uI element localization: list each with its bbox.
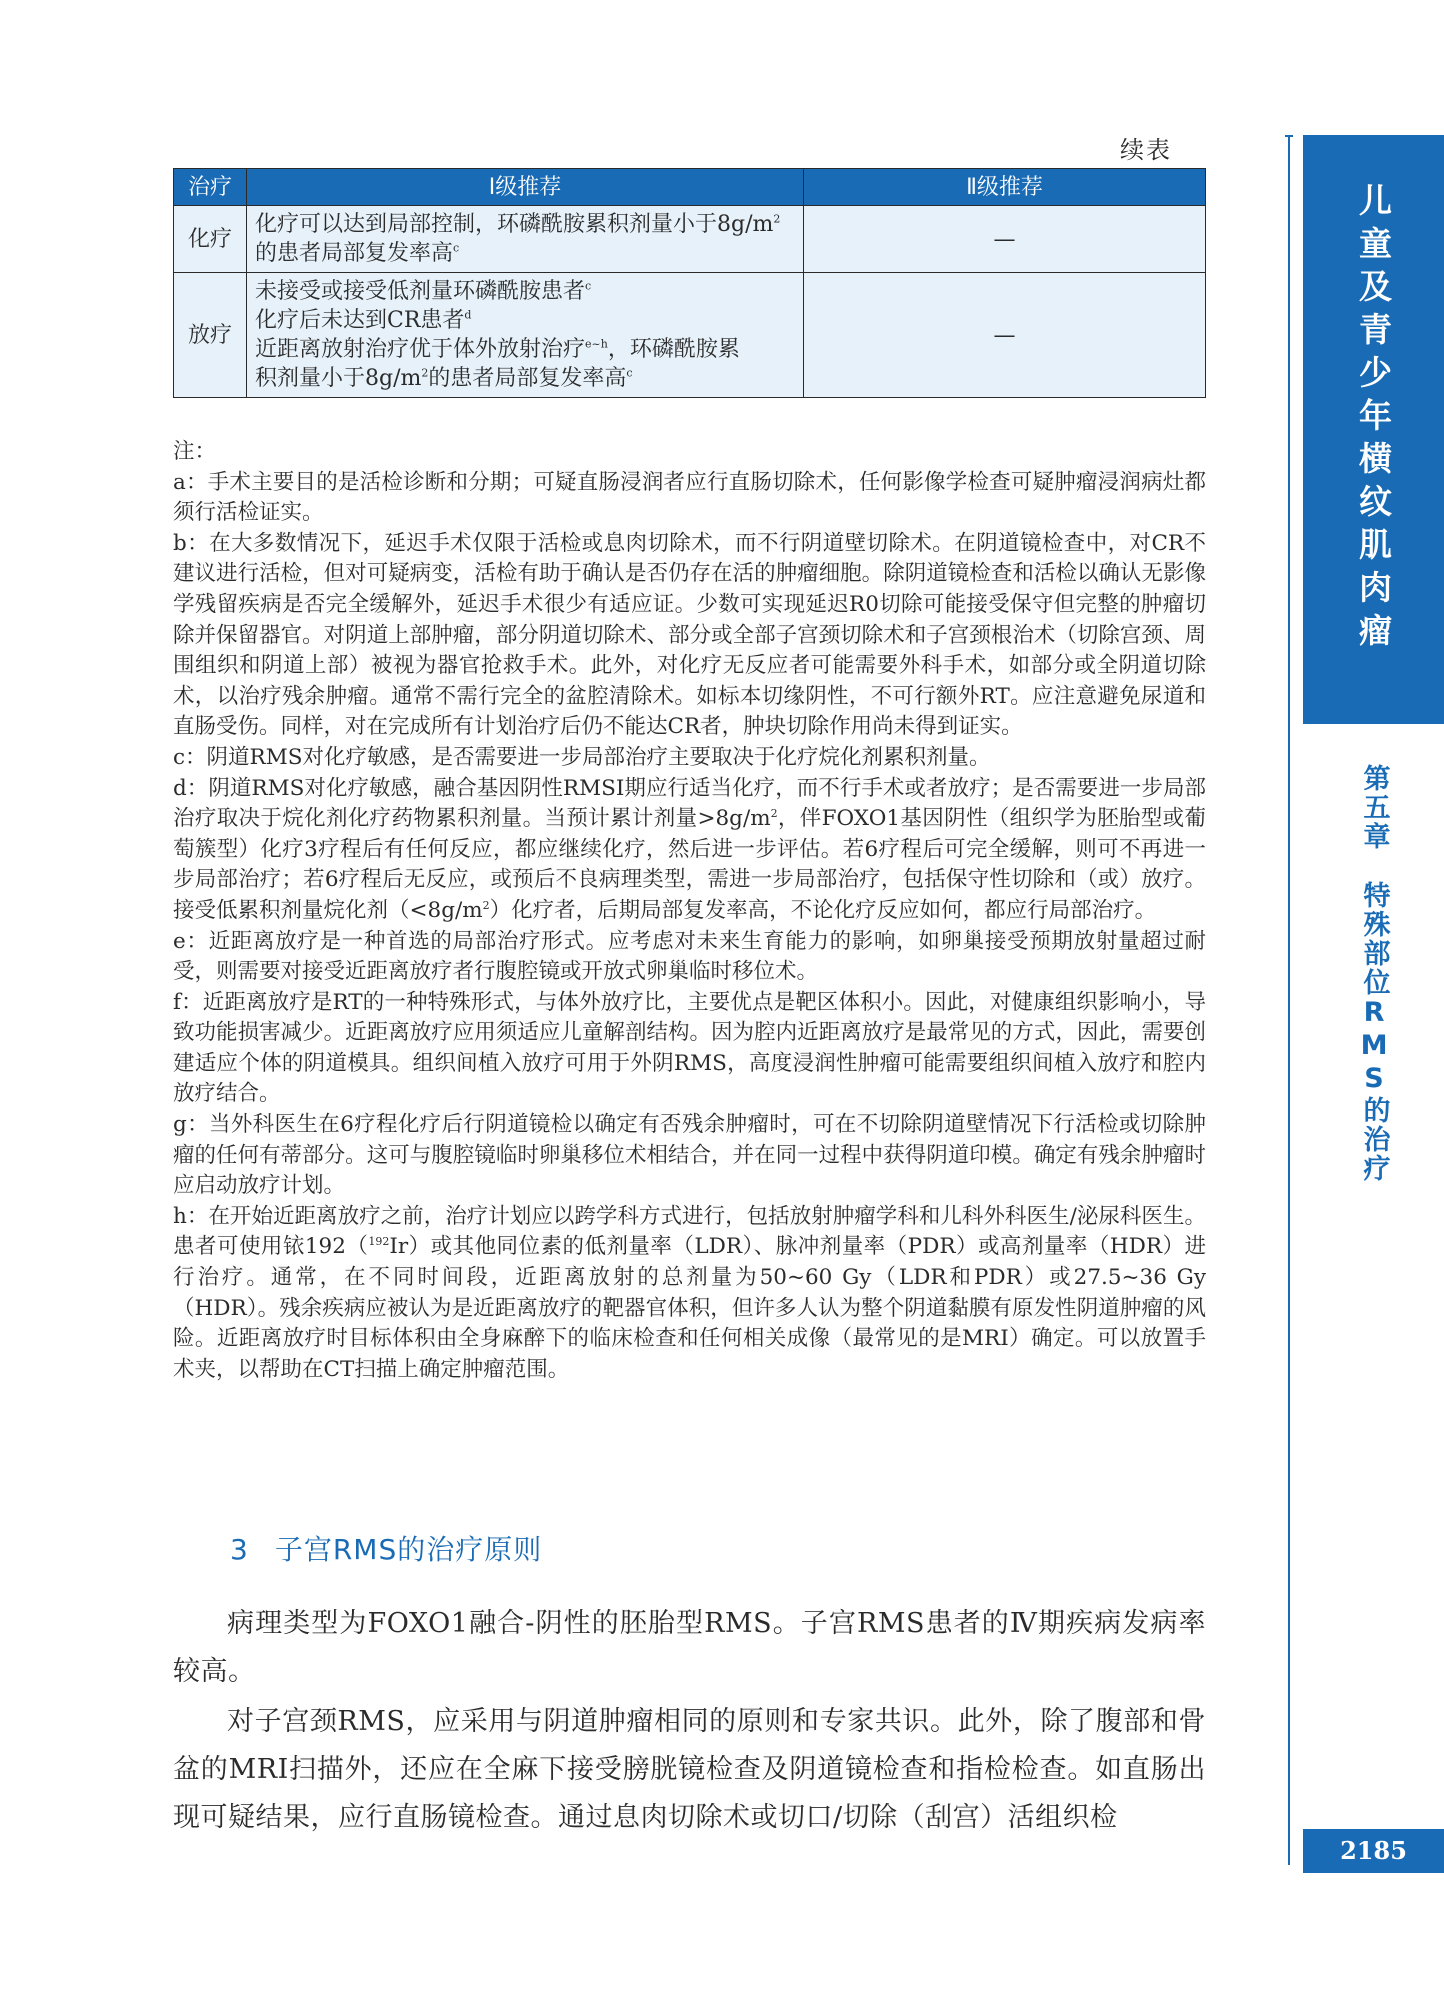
cell-line: 近距离放射治疗优于体外放射治疗$^{e\sim h}$，环磷酰胺累 — [255, 337, 740, 362]
note-d: d：阴道RMS对化疗敏感，融合基因阴性RMSⅠ期应行适当化疗，而不行手术或者放疗；是否需要进一步局部治疗取决于烷化剂化疗药物累积剂量。当预计累计剂量$>8g/m^2$，伴FOXO1基因阴性（组织学为胚胎型或葡萄簇型）化疗3疗程后有任何反应，都应继续化疗，然后进一步评估。若6疗程后可完全缓解，则可不再进一步局部治疗；若6疗程后无反应，或预后不良病理类型，需进一步局部治疗，包括保守性切除和（或）放疗。接受低累积剂量烷化剂$(<8g/m^2)$化疗者，后期局部复发率高，不论化疗反应如何，都应行局部治疗。 — [173, 775, 1206, 923]
paragraph: 对子宫颈RMS，应采用与阴道肿瘤相同的原则和专家共识。此外，除了腹部和骨盆的MRI扫描外，还应在全麻下接受膀胱镜检查及阴道镜检查和指检检查。如直肠出现可疑结果，应行直肠镜检查。通过息肉切除术或切口/切除（刮宫）活组织检 — [173, 1706, 1206, 1833]
header-level1: Ⅰ级推荐 — [247, 169, 804, 206]
note-a: a：手术主要目的是活检诊断和分期；可疑直肠浸润者应行直肠切除术，任何影像学检查可疑肿瘤浸润病灶都须行活检证实。 — [173, 469, 1206, 526]
paragraph: 病理类型为FOXO1融合-阴性的胚胎型RMS。子宫RMS患者的Ⅳ期疾病发病率较高。 — [173, 1608, 1206, 1687]
table-notes — [173, 437, 1206, 1385]
note-h: h：在开始近距离放疗之前，治疗计划应以跨学科方式进行，包括放射肿瘤学科和儿科外科医生/泌尿科医生。患者可使用铱192（$^{192}$Ir）或其他同位素的低剂量率（LDR）、脉冲剂量率（PDR）或高剂量率（HDR）进行治疗。通常，在不同时间段，近距离放射的总剂量为50~60 Gy（LDR和PDR）或27.5~36 Gy（HDR）。残余疾病应被认为是近距离放疗的靶器官体积，但许多人认为整个阴道黏膜有原发性阴道肿瘤的风险。近距离放疗时目标体积由全身麻醉下的临床检查和任何相关成像（最常见的是MRI）确定。可以放置手术夹，以帮助在CT扫描上确定肿瘤范围。 — [173, 1203, 1206, 1382]
treatment-cell: 化疗 — [174, 206, 247, 273]
header-level2: Ⅱ级推荐 — [804, 169, 1206, 206]
section-heading — [230, 1528, 542, 1568]
body-text — [173, 1600, 1206, 1844]
section-number: 3 — [230, 1533, 249, 1566]
header-treatment: 治疗 — [174, 169, 247, 206]
note-c: c：阴道RMS对化疗敏感，是否需要进一步局部治疗主要取决于化疗烷化剂累积剂量。 — [173, 744, 991, 770]
notes-heading: 注： — [173, 439, 217, 464]
recommendation-table — [173, 168, 1206, 398]
table-row — [174, 206, 1206, 273]
margin-rule — [1288, 135, 1290, 1865]
level1-cell — [247, 273, 804, 398]
section-title-text: 子宫RMS的治疗原则 — [274, 1533, 543, 1566]
cell-line: 的患者局部复发率高$^c$ — [255, 241, 460, 266]
chapter-title: 特殊部位RMS的治疗 — [1358, 881, 1390, 1183]
cell-line: 化疗可以达到局部控制，环磷酰胺累积剂量小于$8g/m^2$ — [255, 212, 781, 237]
note-g: g：当外科医生在6疗程化疗后行阴道镜检以确定有否残余肿瘤时，可在不切除阴道壁情况下行活检或切除肿瘤的任何有蒂部分。这可与腹腔镜临时卵巢移位术相结合，并在同一过程中获得阴道印模。确定有残余肿瘤时应启动放疗计划。 — [173, 1112, 1206, 1199]
table-header-row — [174, 169, 1206, 206]
margin-rule-cap — [1285, 135, 1293, 137]
continued-table-label: 续表 — [1120, 136, 1172, 164]
note-f: f：近距离放疗是RT的一种特殊形式，与体外放疗比，主要优点是靶区体积小。因此，对健康组织影响小，导致功能损害减少。近距离放疗应用须适应儿童解剖结构。因为腔内近距离放疗是最常见的方式，因此，需要创建适应个体的阴道模具。组织间植入放疗可用于外阴RMS，高度浸润性肿瘤可能需要组织间植入放疗和腔内放疗结合。 — [173, 989, 1206, 1107]
note-e: e：近距离放疗是一种首选的局部治疗形式。应考虑对未来生育能力的影响，如卵巢接受预期放射量超过耐受，则需要对接受近距离放疗者行腹腔镜或开放式卵巢临时移位术。 — [173, 928, 1206, 985]
note-b: b：在大多数情况下，延迟手术仅限于活检或息肉切除术，而不行阴道壁切除术。在阴道镜检查中，对CR不建议进行活检，但对可疑病变，活检有助于确认是否仍存在活的肿瘤细胞。除阴道镜检查和活检以确认无影像学残留疾病是否完全缓解外，延迟手术很少有适应证。少数可实现延迟R0切除可能接受保守但完整的肿瘤切除并保留器官。对阴道上部肿瘤，部分阴道切除术、部分或全部子宫颈切除术和子宫颈根治术（切除宫颈、周围组织和阴道上部）被视为器官抢救手术。此外，对化疗无反应者可能需要外科手术，如部分或全阴道切除术，以治疗残余肿瘤。通常不需行完全的盆腔清除术。如标本切缘阴性，不可行额外RT。应注意避免尿道和直肠受伤。同样，对在完成所有计划治疗后仍不能达CR者，肿块切除作用尚未得到证实。 — [173, 530, 1206, 740]
chapter-number: 第五章 — [1358, 764, 1390, 851]
cell-line: 未接受或接受低剂量环磷酰胺患者$^c$ — [255, 279, 592, 304]
cell-line: 化疗后未达到CR患者$^d$ — [255, 308, 472, 333]
treatment-cell: 放疗 — [174, 273, 247, 398]
book-title: 儿童及青少年横纹肌肉瘤 — [1354, 183, 1393, 656]
cell-line: 积剂量小于$8g/m^2$的患者局部复发率高$^c$ — [255, 366, 633, 391]
level2-cell: — — [804, 273, 1206, 398]
level1-cell — [247, 206, 804, 273]
level2-cell: — — [804, 206, 1206, 273]
chapter-label — [1303, 764, 1444, 1183]
book-title-tab — [1303, 135, 1444, 724]
page-number: 2185 — [1303, 1829, 1444, 1873]
table-row — [174, 273, 1206, 398]
